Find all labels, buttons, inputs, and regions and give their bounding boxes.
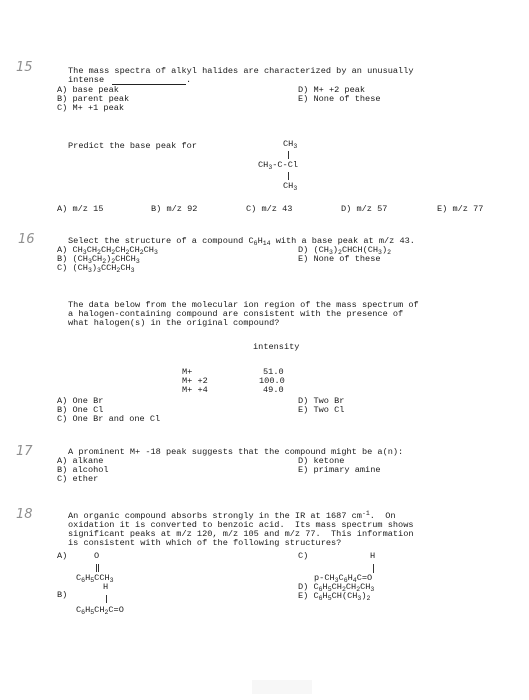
q18-option-a-formula: $C_6H_5CCH_3$ [76,573,114,584]
q18-option-b-bond [106,595,107,603]
struct-mid-rest: -C-Cl [272,160,299,170]
struct-bottom-ch: CH [283,181,294,191]
struct-bond-bottom [288,172,289,180]
base-peak-option-c: C) m/z 43 [246,204,293,214]
q15-stem-line1: The mass spectra of alkyl halides are characterized by an unusually [68,66,414,76]
intensity-value-m: 51.0 [263,367,284,377]
halogen-option-a: A) One Br [57,396,104,406]
base-peak-option-a: A) m/z 15 [57,204,104,214]
q16-option-c: C) $(CH_3)_3CCH_2CH_3$ [57,263,135,274]
q18-stem-line2: oxidation it is converted to benzoic acid. Its mass spectrum shows [68,520,414,530]
q18-option-a-oxygen: O [94,551,100,561]
handwritten-question-number: 17 [16,444,33,459]
q18-option-b-label: B) [57,590,68,600]
q18-option-c-formula: $p-CH_3C_6H_4C=O$ [314,573,373,584]
halogen-option-d: D) Two Br [298,396,345,406]
q16-option-e: E) None of these [298,254,381,264]
q18-option-c-label: C) [298,551,309,561]
q15-answer-blank [112,84,186,85]
struct-top-ch: CH [283,139,294,149]
q18-stem-line3: significant peaks at m/z 120, m/z 105 and m/z 77. This information [68,529,414,539]
halogen-option-b: B) One Cl [57,405,104,415]
struct-mid-sub: 3 [268,164,273,171]
struct-bond-top [288,151,289,159]
intensity-header: intensity [253,342,300,352]
q18-option-b-formula: $C_6H_5CH_2C=O$ [76,605,124,616]
q15-option-a: A) base peak [57,85,119,95]
q18-option-b-hydrogen: H [103,582,109,592]
q18-option-a-double-bond [96,564,97,572]
q17-option-a: A) alkane [57,456,104,466]
base-peak-option-b: B) m/z 92 [151,204,198,214]
q16-stem: Select the structure of a compound $C_6H_{14}$ with a base peak at m/z 43. [68,236,415,247]
handwritten-question-number: 16 [18,232,35,247]
halogen-option-c: C) One Br and one Cl [57,414,161,424]
halogen-option-e: E) Two Cl [298,405,345,415]
q18-option-c-bond [373,564,374,573]
q16-option-a: A) $CH_3CH_2CH_2CH_2CH_2CH_3$ [57,245,158,256]
q17-option-d: D) ketone [298,456,345,466]
base-peak-option-e: E) m/z 77 [437,204,484,214]
intensity-value-m2: 100.0 [259,376,285,386]
handwritten-question-number: 18 [16,507,33,522]
halogen-stem-line1: The data below from the molecular ion region of the mass spectrum of [68,300,419,310]
base-peak-option-d: D) m/z 57 [341,204,388,214]
predict-base-peak-prompt: Predict the base peak for [68,141,197,151]
q15-stem-period: . [186,75,192,85]
q18-option-d: D) $C_6H_5CH_2CH_2CH_3$ [298,582,375,593]
ion-label-m2: M+ +2 [182,376,208,386]
q15-option-b: B) parent peak [57,94,130,104]
ion-label-m: M+ [182,367,193,377]
q16-option-b: B) $(CH_3CH_2)_2CHCH_3$ [57,254,140,265]
q17-option-b: B) alcohol [57,465,109,475]
handwritten-question-number: 15 [16,60,33,75]
struct-top-sub: 3 [293,143,298,150]
q18-option-c-hydrogen: H [370,551,376,561]
q17-stem: A prominent M+ -18 peak suggests that the compound might be a(n): [68,447,404,457]
q18-option-e: E) $C_6H_5CH(CH_3)_2$ [298,591,371,602]
q15-stem-line2: intense [68,75,105,85]
q16-option-d: D) $(CH_3)_2CHCH(CH_3)_2$ [298,245,392,256]
halogen-stem-line3: what halogen(s) in the original compound? [68,318,280,328]
struct-bottom-sub: 3 [293,185,298,192]
scan-smudge [252,680,312,694]
intensity-value-m4: 49.0 [263,385,284,395]
ion-label-m4: M+ +4 [182,385,208,395]
q15-option-d: D) M+ +2 peak [298,85,366,95]
q17-option-e: E) primary amine [298,465,381,475]
q15-option-c: C) M+ +1 peak [57,103,125,113]
q18-option-a-double-bond [98,564,99,572]
struct-mid-ch: CH [258,160,269,170]
halogen-stem-line2: a halogen-containing compound are consistent with the presence of [68,309,404,319]
q18-stem-line1: An organic compound absorbs strongly in the IR at 1687 $cm^{-1}$. On [68,510,396,521]
q15-option-e: E) None of these [298,94,381,104]
q17-option-c: C) ether [57,474,99,484]
q18-option-a-label: A) [57,551,68,561]
q18-stem-line4: is consistent with which of the following structures? [68,538,342,548]
